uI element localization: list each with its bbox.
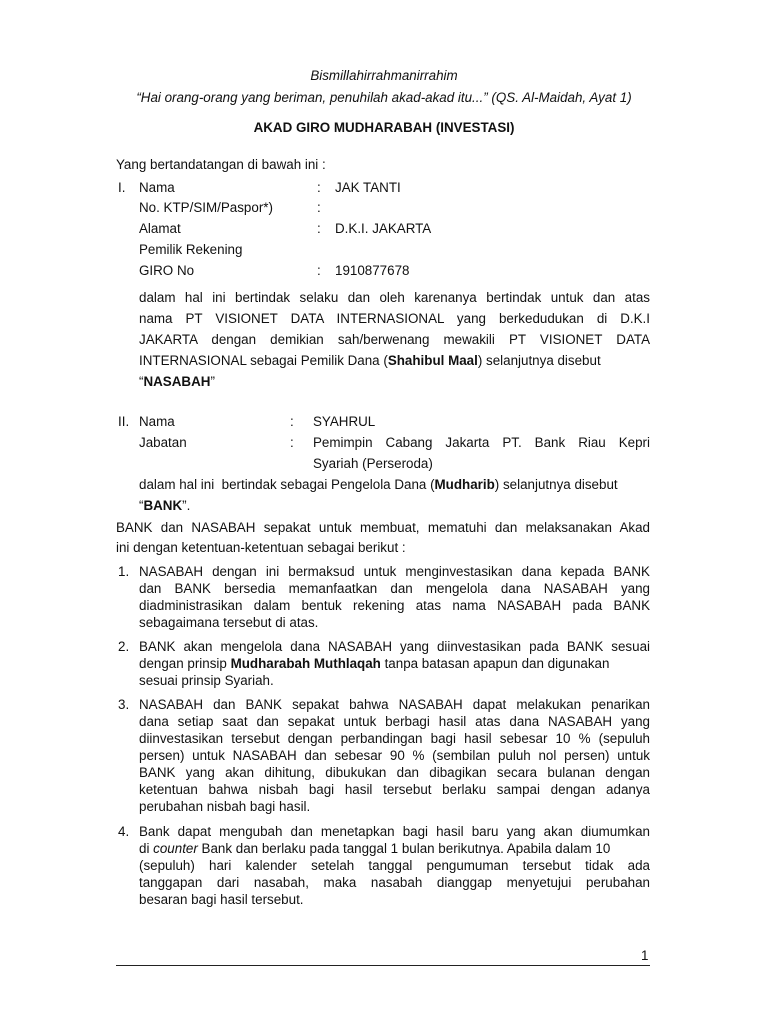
page-number: 1 — [641, 948, 649, 963]
clause-line: diadministrasikan dalam bentuk rekening atas nama NASABAH pada BANK — [139, 598, 650, 613]
desc-line: JAKARTA dengan demikian sah/berwenang mewakili PT VISIONET DATA — [139, 332, 650, 347]
party2-description — [139, 477, 650, 492]
desc-text: ) selanjutnya disebut — [477, 353, 601, 368]
desc-line — [139, 353, 650, 368]
agreement-line: BANK dan NASABAH sepakat untuk membuat, mematuhi dan melaksanakan Akad — [116, 520, 650, 535]
field-label: Nama — [139, 414, 175, 429]
clause-line — [139, 656, 650, 671]
clause-text: di — [139, 841, 154, 856]
clause-number: 4. — [118, 824, 130, 839]
field-label: Pemilik Rekening — [139, 242, 243, 257]
shahibul-maal: Shahibul Maal — [387, 353, 478, 368]
field-colon: : — [317, 263, 321, 278]
field-label: Nama — [139, 180, 175, 195]
field-colon: : — [317, 180, 321, 195]
quote-close: ”. — [182, 498, 191, 513]
field-colon: : — [317, 221, 321, 236]
clause-line: BANK akan mengelola dana NASABAH yang diinvestasikan pada BANK sesuai — [139, 639, 650, 654]
clause-line: besaran bagi hasil tersebut. — [139, 892, 304, 907]
clause-line: ketentuan bahwa nisbah bagi hasil tersebut berlaku sampai dengan adanya — [139, 782, 650, 797]
document-title: AKAD GIRO MUDHARABAH (INVESTASI) — [253, 120, 515, 135]
clause-line: NASABAH dengan ini bermaksud untuk menginvestasikan dana kepada BANK — [139, 564, 650, 579]
footer-divider — [116, 965, 650, 966]
desc-line: dalam hal ini bertindak selaku dan oleh karenanya bertindak untuk dan atas — [139, 290, 650, 305]
desc-line — [139, 374, 215, 389]
clause-line: diinvestasikan tersebut dengan perbandingan bagi hasil sebesar 10 % (sepuluh — [139, 731, 650, 746]
desc-text: ) selanjutnya disebut — [494, 477, 618, 492]
nasabah-term: NASABAH — [143, 374, 211, 389]
field-value-name: JAK TANTI — [335, 180, 401, 195]
clause-line: (sepuluh) hari kalender setelah tanggal pengumuman tersebut tidak ada — [139, 858, 650, 873]
clause-line: sesuai prinsip Syariah. — [139, 673, 274, 688]
clause-number: 3. — [118, 697, 130, 712]
basmala: Bismillahirrahmanirrahim — [310, 68, 458, 83]
field-label: GIRO No — [139, 263, 195, 278]
clause-line — [139, 841, 650, 856]
quote-open: “ — [139, 374, 144, 389]
desc-line: nama PT VISIONET DATA INTERNASIONAL yang berkedudukan di D.K.I — [139, 311, 650, 326]
clause-line: perubahan nisbah bagi hasil. — [139, 799, 311, 814]
agreement-line: ini dengan ketentuan-ketentuan sebagai berikut : — [116, 540, 406, 555]
clause-line: tanggapan dari nasabah, maka nasabah dianggap menyetujui perubahan — [139, 875, 650, 890]
party1-number: I. — [118, 180, 126, 195]
field-colon: : — [317, 200, 321, 215]
clause-text: tanpa batasan apapun dan digunakan — [380, 656, 610, 671]
mudharabah-muthlaqah: Mudharabah Muthlaqah — [230, 656, 381, 671]
clause-line: persen) untuk NASABAH dan sebesar 90 % (sembilan puluh nol persen) untuk — [139, 748, 650, 763]
intro-text: Yang bertandatangan di bawah ini : — [116, 157, 326, 172]
quote-close: ” — [210, 374, 215, 389]
field-value-position: Pemimpin Cabang Jakarta PT. Bank Riau Kepri — [313, 435, 650, 450]
field-value-address: D.K.I. JAKARTA — [335, 221, 432, 236]
field-colon: : — [290, 414, 294, 429]
bank-term: BANK — [143, 498, 183, 513]
field-label: Jabatan — [139, 435, 187, 450]
field-value-name: SYAHRUL — [313, 414, 376, 429]
party2-number: II. — [118, 414, 130, 429]
field-colon: : — [290, 435, 294, 450]
party2-description-cont — [139, 498, 190, 513]
field-value-position-cont: Syariah (Perseroda) — [313, 456, 433, 471]
clause-line: dan BANK bersedia memanfaatkan dan mengelola dana NASABAH yang — [139, 581, 650, 596]
clause-line: sebagaimana tersebut di atas. — [139, 615, 319, 630]
quote-open: “ — [139, 498, 144, 513]
clause-number: 2. — [118, 639, 130, 654]
clause-line: Bank dapat mengubah dan menetapkan bagi hasil baru yang akan diumumkan — [139, 824, 650, 839]
field-label: No. KTP/SIM/Paspor*) — [139, 200, 273, 215]
counter-term: counter — [153, 841, 198, 856]
clause-text: dengan prinsip — [139, 656, 231, 671]
field-label: Alamat — [139, 221, 181, 236]
clause-number: 1. — [118, 564, 130, 579]
desc-text: INTERNASIONAL sebagai Pemilik Dana ( — [139, 353, 388, 368]
clause-line: NASABAH dan BANK sepakat bahwa NASABAH dapat melakukan penarikan — [139, 697, 650, 712]
quran-quote: “Hai orang-orang yang beriman, penuhilah akad-akad itu...” (QS. Al-Maidah, Ayat 1) — [136, 90, 632, 105]
clause-line: dana setiap saat dan sepakat untuk berbagi hasil atas dana NASABAH yang — [139, 714, 650, 729]
clause-line: BANK yang akan dihitung, dibukukan dan dibagikan secara bulanan dengan — [139, 765, 650, 780]
field-value-account: 1910877678 — [335, 263, 410, 278]
clause-text: Bank dan berlaku pada tanggal 1 bulan berikutnya. Apabila dalam 10 — [197, 841, 611, 856]
desc-text: dalam hal ini bertindak sebagai Pengelola Dana ( — [139, 477, 435, 492]
mudharib-term: Mudharib — [434, 477, 495, 492]
